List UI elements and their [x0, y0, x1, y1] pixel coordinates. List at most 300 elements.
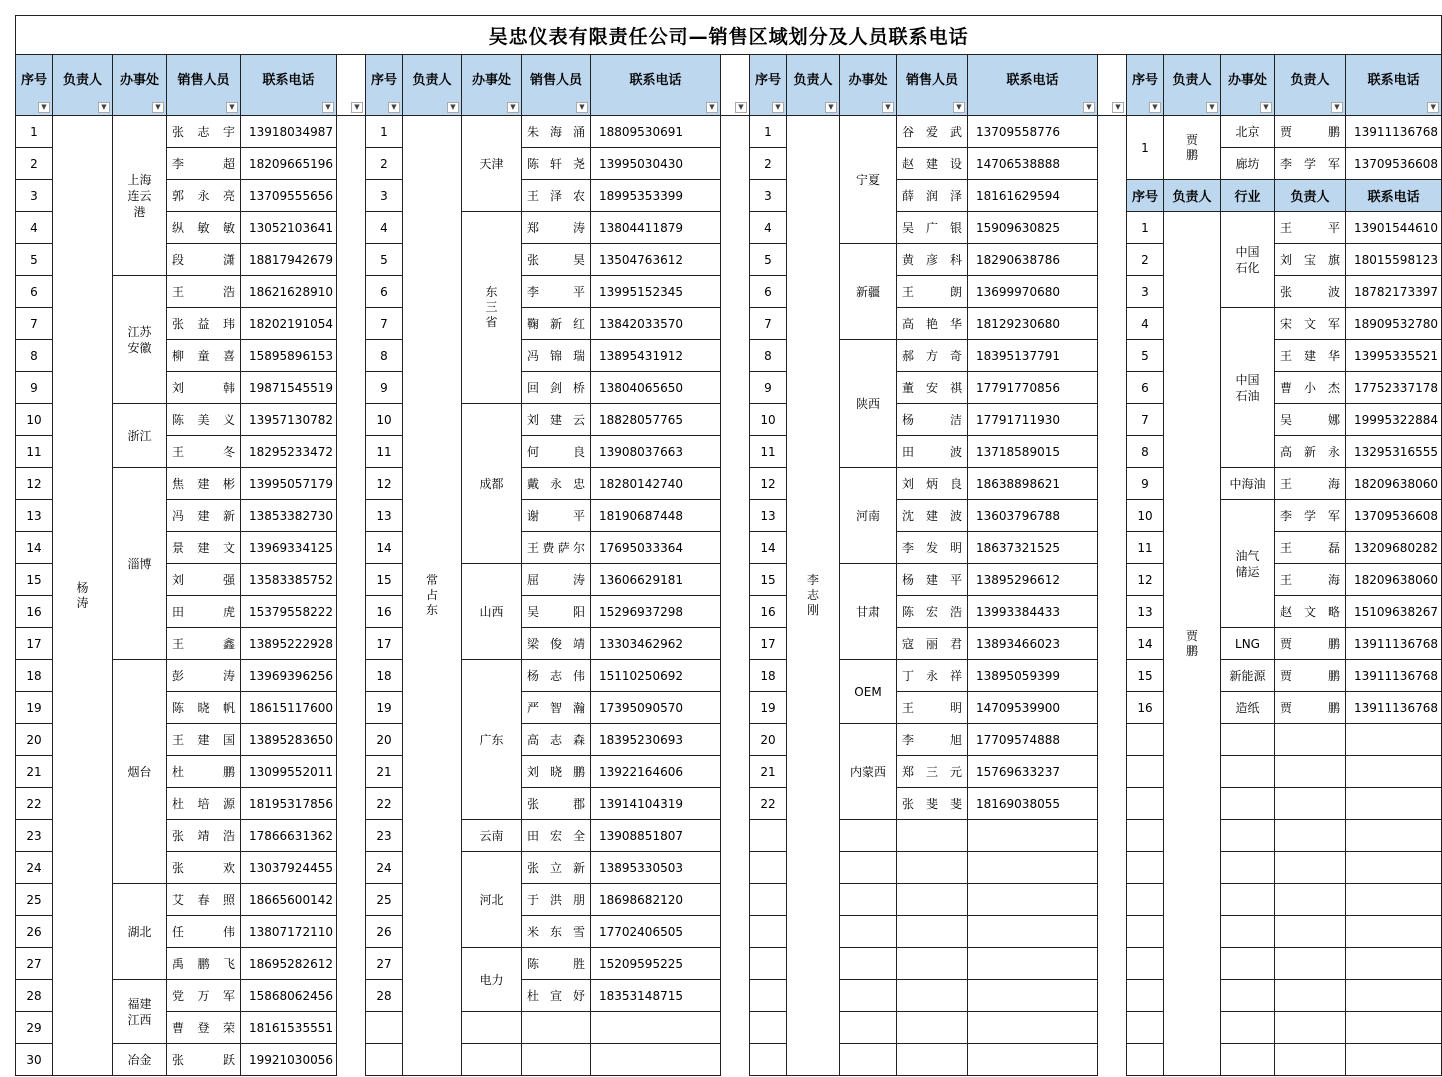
seq-cell	[16, 884, 53, 916]
spacer-cell	[337, 372, 366, 404]
sales-name-cell	[167, 404, 241, 436]
seq-cell	[366, 724, 403, 756]
header-office-label: 办事处	[471, 73, 511, 88]
sales-person-name: 李平	[527, 285, 585, 299]
phone-number: 18015598123	[1354, 252, 1438, 267]
header-sales[interactable]	[522, 55, 591, 116]
spreadsheet-table	[15, 15, 1442, 1076]
header-manager-2[interactable]	[1275, 180, 1346, 212]
seq-cell	[1127, 116, 1164, 180]
seq-cell	[1127, 1044, 1164, 1076]
phone-number: 19995322884	[1354, 412, 1438, 427]
filter-dropdown-icon[interactable]: ▼	[507, 102, 519, 113]
seq-cell	[16, 628, 53, 660]
sales-name-cell	[522, 244, 591, 276]
phone-cell	[591, 372, 721, 404]
sales-person-name: 李学军	[1280, 157, 1340, 171]
phone-cell	[241, 724, 337, 756]
spacer-cell	[721, 340, 750, 372]
seq-cell	[366, 756, 403, 788]
header-phone[interactable]	[968, 55, 1098, 116]
phone-cell	[1346, 436, 1442, 468]
seq-number: 23	[26, 828, 42, 843]
seq-cell	[16, 564, 53, 596]
sales-name-cell	[897, 820, 968, 852]
seq-cell	[1127, 884, 1164, 916]
spacer-cell	[337, 468, 366, 500]
header-seq[interactable]	[1127, 55, 1164, 116]
phone-cell	[1346, 340, 1442, 372]
spacer-cell	[337, 660, 366, 692]
sales-name-cell	[897, 436, 968, 468]
phone-cell	[241, 404, 337, 436]
industry-cell	[1221, 692, 1275, 724]
sales-name-cell	[167, 916, 241, 948]
phone-cell	[241, 244, 337, 276]
office-cell	[113, 980, 167, 1044]
sales-person-name: 李学军	[1280, 509, 1340, 523]
office-cell	[113, 1044, 167, 1076]
phone-cell	[1346, 660, 1442, 692]
header-sales-label: 销售人员	[177, 73, 230, 88]
manager-cell	[403, 116, 462, 1076]
header-office[interactable]	[1221, 55, 1275, 116]
sales-name-cell	[167, 852, 241, 884]
seq-number: 13	[26, 508, 42, 523]
seq-cell	[16, 244, 53, 276]
seq-number: 17	[376, 636, 392, 651]
seq-cell	[16, 820, 53, 852]
phone-number: 13804065650	[599, 380, 683, 395]
industry-cell	[1221, 660, 1275, 692]
header-office[interactable]	[462, 55, 522, 116]
seq-cell	[750, 756, 787, 788]
manager-name: 贾鹏	[1185, 628, 1198, 658]
sales-person-name: 回剑桥	[527, 381, 585, 395]
phone-cell	[241, 948, 337, 980]
phone-number: 17791711930	[976, 412, 1060, 427]
seq-cell	[16, 340, 53, 372]
sales-name-cell	[1275, 1044, 1346, 1076]
filter-dropdown-icon[interactable]: ▼	[322, 102, 334, 113]
office-name: 内蒙西	[849, 765, 886, 779]
seq-cell	[750, 148, 787, 180]
phone-number: 18995353399	[599, 188, 683, 203]
industry-cell	[1221, 820, 1275, 852]
header-manager-label: 负责人	[1172, 73, 1212, 88]
sales-person-name: 谢平	[527, 509, 585, 523]
phone-cell	[241, 660, 337, 692]
office-name: 山西	[479, 605, 504, 619]
sales-person-name: 陈胜	[527, 957, 585, 971]
seq-cell	[750, 1012, 787, 1044]
phone-number: 13699970680	[976, 284, 1060, 299]
office-name: 陕西	[855, 397, 880, 411]
spacer-cell	[337, 276, 366, 308]
office-cell	[462, 948, 522, 1012]
sales-person-name: 刘强	[172, 573, 235, 587]
sales-person-name: 陈晓帆	[172, 701, 235, 715]
sales-person-name: 于洪朋	[527, 893, 585, 907]
seq-cell	[750, 340, 787, 372]
phone-number: 17702406505	[599, 924, 683, 939]
spacer-cell	[1098, 340, 1127, 372]
phone-cell	[1346, 1012, 1442, 1044]
sales-person-name: 张昊	[527, 253, 585, 267]
sales-name-cell	[167, 372, 241, 404]
filter-dropdown-icon[interactable]: ▼	[825, 102, 837, 113]
sales-name-cell	[167, 1012, 241, 1044]
sales-name-cell	[1275, 628, 1346, 660]
seq-number: 17	[760, 636, 776, 651]
header-sales[interactable]	[897, 55, 968, 116]
phone-cell	[591, 436, 721, 468]
header-phone[interactable]	[1346, 180, 1442, 212]
manager-name: 常占东	[425, 573, 438, 617]
filter-dropdown-icon[interactable]: ▼	[38, 102, 50, 113]
office-cell	[840, 884, 897, 916]
office-name: 北京	[1235, 125, 1260, 139]
filter-dropdown-icon[interactable]: ▼	[1331, 102, 1343, 113]
phone-number: 13804411879	[599, 220, 683, 235]
phone-number: 18280142740	[599, 476, 683, 491]
phone-cell	[241, 1012, 337, 1044]
office-cell	[840, 564, 897, 660]
sales-name-cell	[1275, 532, 1346, 564]
sales-person-name: 郝方奇	[902, 349, 962, 363]
seq-cell	[1127, 852, 1164, 884]
sales-person-name: 米东雪	[527, 925, 585, 939]
seq-number: 19	[376, 700, 392, 715]
phone-cell	[591, 148, 721, 180]
office-cell	[462, 404, 522, 564]
header-filter-cell[interactable]	[1098, 55, 1127, 116]
table-row	[16, 500, 1442, 532]
phone-cell	[968, 916, 1098, 948]
header-manager[interactable]	[1164, 180, 1221, 212]
phone-cell	[591, 884, 721, 916]
table-row	[16, 628, 1442, 660]
phone-number: 13209680282	[1354, 540, 1438, 555]
industry-cell	[1221, 500, 1275, 628]
seq-cell	[750, 436, 787, 468]
spacer-cell	[1098, 308, 1127, 340]
phone-number: 17752337178	[1354, 380, 1438, 395]
phone-number: 18782173397	[1354, 284, 1438, 299]
office-name: 湖北	[127, 925, 152, 939]
phone-cell	[591, 276, 721, 308]
seq-number: 1	[30, 124, 38, 139]
seq-number: 1	[1141, 220, 1149, 235]
phone-cell	[1346, 980, 1442, 1012]
sales-name-cell	[167, 660, 241, 692]
header-phone-label: 联系电话	[1006, 73, 1059, 88]
sales-name-cell	[167, 436, 241, 468]
sales-name-cell	[522, 404, 591, 436]
sales-person-name: 吴广银	[902, 221, 962, 235]
spacer-cell	[1098, 596, 1127, 628]
phone-number: 17866631362	[249, 828, 333, 843]
filter-dropdown-icon[interactable]: ▼	[772, 102, 784, 113]
header-seq-label: 序号	[370, 73, 397, 88]
sales-person-name: 纵敏敏	[172, 221, 235, 235]
phone-number: 13918034987	[249, 124, 333, 139]
spacer-cell	[721, 1012, 750, 1044]
phone-cell	[591, 212, 721, 244]
phone-cell	[241, 116, 337, 148]
phone-cell	[1346, 116, 1442, 148]
spacer-cell	[1098, 372, 1127, 404]
seq-cell	[16, 980, 53, 1012]
seq-cell	[750, 596, 787, 628]
sales-person-name: 杨志伟	[527, 669, 585, 683]
phone-cell	[591, 660, 721, 692]
filter-dropdown-icon[interactable]: ▼	[576, 102, 588, 113]
phone-number: 18809530691	[599, 124, 683, 139]
header-phone[interactable]	[1346, 55, 1442, 116]
seq-number: 3	[1141, 284, 1149, 299]
phone-cell	[591, 468, 721, 500]
phone-number: 17791770856	[976, 380, 1060, 395]
phone-number: 13583385752	[249, 572, 333, 587]
header-manager[interactable]	[403, 55, 462, 116]
sales-name-cell	[897, 788, 968, 820]
filter-dropdown-icon[interactable]: ▼	[388, 102, 400, 113]
header-seq[interactable]	[16, 55, 53, 116]
sales-person-name: 张欢	[172, 861, 235, 875]
header-phone[interactable]	[241, 55, 337, 116]
spacer-cell	[721, 660, 750, 692]
sales-person-name: 贾鹏	[1280, 669, 1340, 683]
filter-dropdown-icon[interactable]: ▼	[1149, 102, 1161, 113]
sales-name-cell	[522, 980, 591, 1012]
sales-person-name: 谷爱武	[902, 125, 962, 139]
seq-cell	[1127, 1012, 1164, 1044]
phone-cell	[1346, 948, 1442, 980]
filter-dropdown-icon[interactable]: ▼	[1427, 102, 1439, 113]
seq-number: 8	[1141, 444, 1149, 459]
seq-cell	[1127, 820, 1164, 852]
sales-person-name: 景建文	[172, 541, 235, 555]
spacer-cell	[721, 852, 750, 884]
spacer-cell	[1098, 212, 1127, 244]
header-office[interactable]	[840, 55, 897, 116]
sales-person-name: 任伟	[172, 925, 235, 939]
phone-cell	[591, 724, 721, 756]
header-manager[interactable]	[787, 55, 840, 116]
phone-cell	[241, 628, 337, 660]
sales-name-cell	[897, 212, 968, 244]
sales-person-name: 董安祺	[902, 381, 962, 395]
filter-dropdown-icon[interactable]: ▼	[98, 102, 110, 113]
filter-dropdown-icon[interactable]: ▼	[1206, 102, 1218, 113]
phone-cell	[591, 404, 721, 436]
sales-person-name: 党万军	[172, 989, 235, 1003]
filter-dropdown-icon[interactable]: ▼	[706, 102, 718, 113]
seq-cell	[1127, 244, 1164, 276]
filter-dropdown-icon[interactable]: ▼	[882, 102, 894, 113]
seq-cell	[16, 788, 53, 820]
seq-cell	[366, 884, 403, 916]
phone-number: 18209638060	[1354, 572, 1438, 587]
seq-number: 11	[376, 444, 392, 459]
industry-name: 新能源	[1229, 669, 1266, 683]
office-name: 广东	[479, 733, 504, 747]
office-name: 电力	[479, 973, 504, 987]
seq-cell	[16, 404, 53, 436]
phone-number: 13901544610	[1354, 220, 1438, 235]
phone-cell	[241, 980, 337, 1012]
sales-name-cell	[1275, 916, 1346, 948]
phone-number: 18161629594	[976, 188, 1060, 203]
sales-person-name: 王建国	[172, 733, 235, 747]
sales-person-name: 杜宣妤	[527, 989, 585, 1003]
phone-number: 15379558222	[249, 604, 333, 619]
manager-cell	[1164, 212, 1221, 1076]
filter-dropdown-icon[interactable]: ▼	[152, 102, 164, 113]
office-cell	[462, 1012, 522, 1044]
seq-number: 1	[380, 124, 388, 139]
phone-cell	[1346, 628, 1442, 660]
filter-dropdown-icon[interactable]: ▼	[447, 102, 459, 113]
header-manager[interactable]	[1164, 55, 1221, 116]
header-filter-cell[interactable]	[721, 55, 750, 116]
table-row	[16, 1012, 1442, 1044]
sales-person-name: 王平	[1280, 221, 1340, 235]
sales-name-cell	[167, 596, 241, 628]
office-cell	[462, 212, 522, 404]
header-manager[interactable]	[53, 55, 113, 116]
sales-person-name: 张波	[1280, 285, 1340, 299]
office-cell	[462, 564, 522, 660]
spacer-cell	[1098, 436, 1127, 468]
phone-cell	[968, 116, 1098, 148]
seq-number: 22	[760, 796, 776, 811]
phone-number: 15109638267	[1354, 604, 1438, 619]
spacer-cell	[721, 244, 750, 276]
sales-name-cell	[1275, 980, 1346, 1012]
spacer-cell	[721, 468, 750, 500]
filter-dropdown-icon[interactable]: ▼	[953, 102, 965, 113]
phone-cell	[1346, 244, 1442, 276]
phone-cell	[241, 436, 337, 468]
spacer-cell	[337, 948, 366, 980]
header-seq[interactable]	[750, 55, 787, 116]
header-filter-cell[interactable]	[337, 55, 366, 116]
phone-number: 18353148715	[599, 988, 683, 1003]
office-cell	[1221, 116, 1275, 148]
sales-person-name: 刘炳良	[902, 477, 962, 491]
seq-number: 4	[30, 220, 38, 235]
table-row	[16, 180, 1442, 212]
seq-cell	[750, 244, 787, 276]
filter-dropdown-icon[interactable]: ▼	[226, 102, 238, 113]
sales-name-cell	[1275, 852, 1346, 884]
phone-number: 18698682120	[599, 892, 683, 907]
table-row	[16, 852, 1442, 884]
seq-cell	[1127, 756, 1164, 788]
spacer-cell	[1098, 116, 1127, 148]
phone-cell	[968, 372, 1098, 404]
seq-cell	[750, 948, 787, 980]
filter-dropdown-icon[interactable]: ▼	[351, 102, 363, 113]
sales-name-cell	[897, 532, 968, 564]
header-phone[interactable]	[591, 55, 721, 116]
sales-name-cell	[897, 948, 968, 980]
sales-person-name: 冯建新	[172, 509, 235, 523]
header-office[interactable]	[113, 55, 167, 116]
office-name: 烟台	[127, 765, 152, 779]
sales-name-cell	[167, 884, 241, 916]
phone-cell	[241, 276, 337, 308]
phone-number: 13969396256	[249, 668, 333, 683]
table-row	[16, 724, 1442, 756]
header-seq[interactable]	[366, 55, 403, 116]
spacer-cell	[337, 148, 366, 180]
phone-number: 13037924455	[249, 860, 333, 875]
sales-name-cell	[167, 340, 241, 372]
seq-cell	[1127, 916, 1164, 948]
office-cell	[840, 116, 897, 244]
phone-cell	[591, 564, 721, 596]
spacer-cell	[721, 724, 750, 756]
seq-cell	[1127, 788, 1164, 820]
seq-number: 14	[760, 540, 776, 555]
office-cell	[840, 1012, 897, 1044]
spacer-cell	[721, 820, 750, 852]
filter-dropdown-icon[interactable]: ▼	[1260, 102, 1272, 113]
filter-dropdown-icon[interactable]: ▼	[735, 102, 747, 113]
table-row	[16, 980, 1442, 1012]
header-sales[interactable]	[167, 55, 241, 116]
sales-name-cell	[1275, 948, 1346, 980]
filter-dropdown-icon[interactable]: ▼	[1112, 102, 1124, 113]
seq-cell	[750, 500, 787, 532]
spacer-cell	[337, 212, 366, 244]
seq-cell	[16, 372, 53, 404]
seq-number: 23	[376, 828, 392, 843]
sales-person-name: 郭永亮	[172, 189, 235, 203]
spacer-cell	[1098, 500, 1127, 532]
phone-number: 13995152345	[599, 284, 683, 299]
spacer-cell	[1098, 820, 1127, 852]
header-industry[interactable]	[1221, 180, 1275, 212]
header-seq[interactable]	[1127, 180, 1164, 212]
phone-number: 13957130782	[249, 412, 333, 427]
office-name: 成都	[479, 477, 504, 491]
office-cell	[113, 660, 167, 884]
sales-person-name: 王海	[1280, 477, 1340, 491]
sales-person-name: 杨洁	[902, 413, 962, 427]
seq-number: 2	[764, 156, 772, 171]
sales-name-cell	[522, 852, 591, 884]
header-seq-label: 序号	[1131, 190, 1158, 205]
header-manager-2[interactable]	[1275, 55, 1346, 116]
sales-name-cell	[1275, 372, 1346, 404]
seq-number: 3	[380, 188, 388, 203]
industry-cell	[1221, 756, 1275, 788]
table-row	[16, 916, 1442, 948]
phone-number: 19921030056	[249, 1052, 333, 1067]
spacer-cell	[337, 244, 366, 276]
spacer-cell	[1098, 532, 1127, 564]
filter-dropdown-icon[interactable]: ▼	[1083, 102, 1095, 113]
seq-number: 17	[26, 636, 42, 651]
phone-cell	[241, 884, 337, 916]
sales-name-cell	[897, 372, 968, 404]
sales-name-cell	[897, 116, 968, 148]
seq-cell	[16, 212, 53, 244]
